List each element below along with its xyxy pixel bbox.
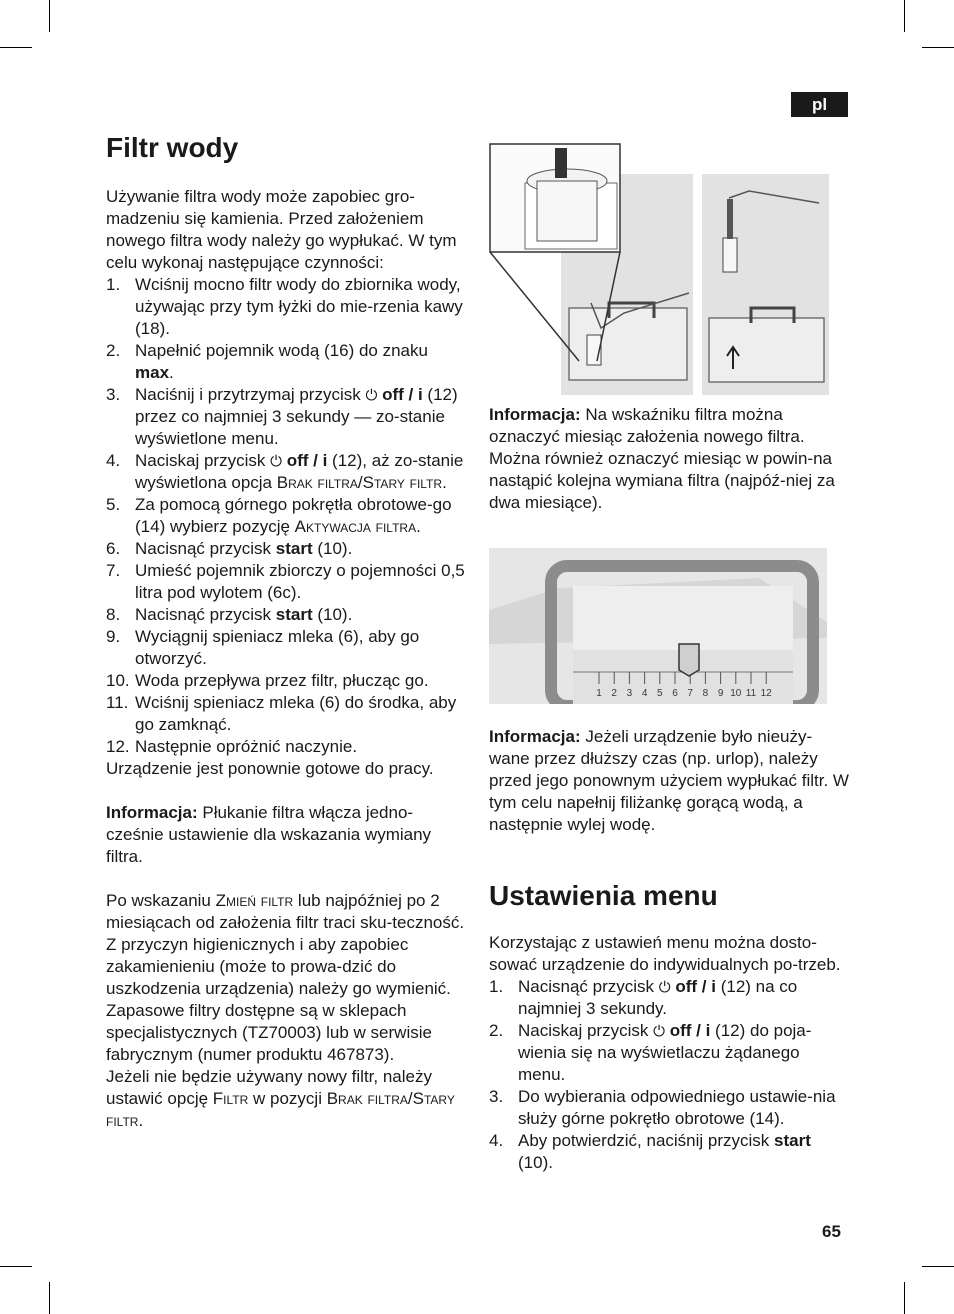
month-label: 3 <box>626 688 633 699</box>
crop-mark <box>922 1266 954 1267</box>
list-item: 6. Nacisnąć przycisk start (10). <box>106 539 353 558</box>
month-label: 5 <box>657 688 663 699</box>
filter-steps-list <box>106 274 466 758</box>
crop-mark <box>922 47 954 48</box>
crop-mark <box>904 1282 905 1314</box>
menu-steps-list <box>489 976 849 1174</box>
list-item: 7. Umieść pojemnik zbiorczy o pojemności 0,5 litra pod wylotem (6c). <box>106 561 465 602</box>
list-item: 11. Wciśnij spieniacz mleka (6) do środka, aby go zamknąć. <box>106 693 457 734</box>
power-icon: ⏻ <box>270 452 282 470</box>
list-item: 4. Aby potwierdzić, naciśnij przycisk start (10). <box>489 1131 811 1172</box>
list-item: 2. Naciskaj przycisk ⏻ off / i (12) do poja-wienia się na wyświetlaczu żądanego menu. <box>489 1021 812 1084</box>
month-label: 1 <box>596 688 602 699</box>
list-item: 8. Nacisnąć przycisk start (10). <box>106 605 353 624</box>
list-item: 12. Następnie opróżnić naczynie. <box>106 737 358 756</box>
list-item: 10. Woda przepływa przez filtr, płucząc go. <box>106 671 429 690</box>
crop-mark <box>0 1266 32 1267</box>
menu-intro-paragraph: Korzystając z ustawień menu można dosto-sować urządzenie do indywidualnych po-trzeb. <box>489 933 841 974</box>
list-item: 3. Naciśnij i przytrzymaj przycisk ⏻ off / i (12) przez co najmniej 3 sekundy — zo-stanie wyświetlone menu. <box>106 385 458 448</box>
power-icon: ⏻ <box>653 1022 665 1040</box>
list-item: 5. Za pomocą górnego pokrętła obrotowe-go (14) wybierz pozycję Aktywacja filtra. <box>106 495 452 536</box>
info-note-rinse: Informacja: Płukanie filtra włącza jedno-cześnie ustawienie dla wskazania wymiany filtra. <box>106 803 432 866</box>
list-item: 4. Naciskaj przycisk ⏻ off / i (12), aż zo-stanie wyświetlona opcja Brak filtra/Stary filtr. <box>106 451 464 492</box>
intro-paragraph: Używanie filtra wody może zapobiec gro-madzeniu się kamienia. Przed założeniem nowego filtra wody należy go wypłukać. W tym celu wykonaj następujące czynności: <box>106 187 457 272</box>
list-item: 1. Wciśnij mocno filtr wody do zbiornika wody, używając przy tym łyżki do mie-rzenia kawy (18). <box>106 275 463 338</box>
language-tab: pl <box>791 92 848 117</box>
crop-mark <box>0 47 32 48</box>
month-label: 9 <box>717 688 724 699</box>
info-note-month: Informacja: Na wskaźniku filtra można oznaczyć miesiąc założenia nowego filtra. Można również oznaczyć miesiąc w powin-na nastąpić kolejna wymiana filtra (najpóź-niej za dwa miesiące). <box>489 405 835 512</box>
month-label: 8 <box>702 688 709 699</box>
left-column <box>106 130 466 1132</box>
power-icon: ⏻ <box>365 386 378 404</box>
month-label: 2 <box>611 688 617 699</box>
month-label: 11 <box>745 688 757 699</box>
change-filter-paragraph: Po wskazaniu Zmień filtr lub najpóźniej po 2 miesiącach od założenia filtr traci sku-teczność. Z przyczyn higienicznych i aby zapobiec zakamienieniu (może to prowa-dzić do uszkodzenia urządzenia) należy go wymienić. <box>106 891 465 998</box>
month-label: 4 <box>641 688 648 699</box>
list-item: 1. Nacisnąć przycisk ⏻ off / i (12) na co najmniej 3 sekundy. <box>489 977 798 1018</box>
list-item: 9. Wyciągnij spieniacz mleka (6), aby go otworzyć. <box>106 627 420 668</box>
section-title-water-filter: Filtr wody <box>106 132 239 163</box>
list-item: 3. Do wybierania odpowiedniego ustawie-nia służy górne pokrętło obrotowe (14). <box>489 1087 836 1128</box>
spare-filters-paragraph: Zapasowe filtry dostępne są w sklepach specjalistycznych (TZ70003) lub w serwisie fabrycznym (numer produktu 467873). <box>106 1001 432 1064</box>
month-label: 6 <box>672 688 678 699</box>
month-label: 10 <box>730 688 742 699</box>
month-label: 12 <box>760 688 772 699</box>
info-note-unused: Informacja: Jeżeli urządzenie było nieuży-wane przez dłuższy czas (np. urlop), należy przed jego ponownym użyciem wypłukać filtr. W tym celu napełnij filiżankę gorącą wodą, a następnie wylej wodę. <box>489 727 849 834</box>
crop-mark <box>49 1282 50 1314</box>
crop-mark <box>49 0 50 32</box>
filter-month-indicator-illustration <box>489 548 827 704</box>
power-icon: ⏻ <box>658 978 671 996</box>
section-title-menu-settings: Ustawienia menu <box>489 880 718 911</box>
filter-insertion-illustration <box>489 143 829 395</box>
no-filter-paragraph: Jeżeli nie będzie używany nowy filtr, należy ustawić opcję Filtr w pozycji Brak filtra/Stary filtr. <box>106 1067 455 1130</box>
list-item: 2. Napełnić pojemnik wodą (16) do znaku max. <box>106 341 428 382</box>
page-number: 65 <box>822 1222 841 1241</box>
ready-text: Urządzenie jest ponownie gotowe do pracy. <box>106 759 434 778</box>
crop-mark <box>904 0 905 32</box>
right-column <box>489 404 849 1174</box>
month-label: 7 <box>687 688 693 699</box>
